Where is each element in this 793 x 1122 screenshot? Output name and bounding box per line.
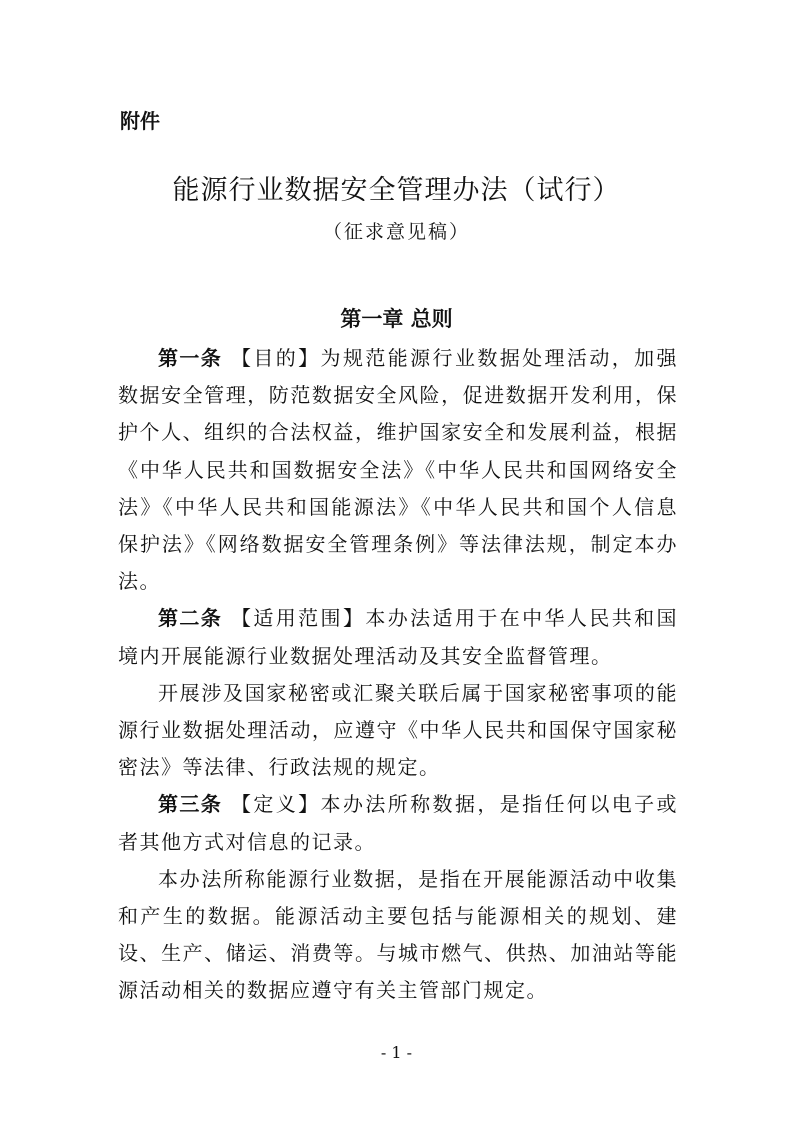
article-2-extra-paragraph: 开展涉及国家秘密或汇聚关联后属于国家秘密事项的能源行业数据处理活动，应遵守《中华人民共和国保守国家秘密法》等法律、行政法规的规定。 [118,680,678,780]
article-3-label: 第三条 [158,792,223,817]
article-2-label: 第二条 [158,606,223,631]
chapter-title: 第一章 总则 [340,307,453,331]
article-1-paragraph [118,340,678,600]
article-1-text: 【目的】为规范能源行业数据处理活动，加强数据安全管理，防范数据安全风险，促进数据开发利用，保护个人、组织的合法权益，维护国家安全和发展利益，根据《中华人民共和国数据安全法》《中华人民共和国网络安全法》《中华人民共和国能源法》《中华人民共和国个人信息保护法》《网络数据安全管理条例》等法律法规，制定本办法。 [118,346,679,594]
document-body [118,340,678,1010]
page-number: - 1 - [380,1043,413,1062]
article-2-text: 【适用范围】本办法适用于在中华人民共和国境内开展能源行业数据处理活动及其安全监督管理。 [118,606,679,668]
attachment-label: 附件 [120,109,160,133]
article-1-label: 第一条 [158,346,223,370]
document-subtitle: （征求意见稿） [322,221,470,243]
article-2-paragraph [118,600,678,674]
document-title: 能源行业数据安全管理办法（试行） [172,175,621,206]
article-3-paragraph [118,786,678,860]
article-3-extra-paragraph: 本办法所称能源行业数据，是指在开展能源活动中收集和产生的数据。能源活动主要包括与能源相关的规划、建设、生产、储运、消费等。与城市燃气、供热、加油站等能源活动相关的数据应遵守有关主管部门规定。 [118,866,678,1003]
article-3-text: 【定义】本办法所称数据，是指任何以电子或者其他方式对信息的记录。 [118,792,679,854]
